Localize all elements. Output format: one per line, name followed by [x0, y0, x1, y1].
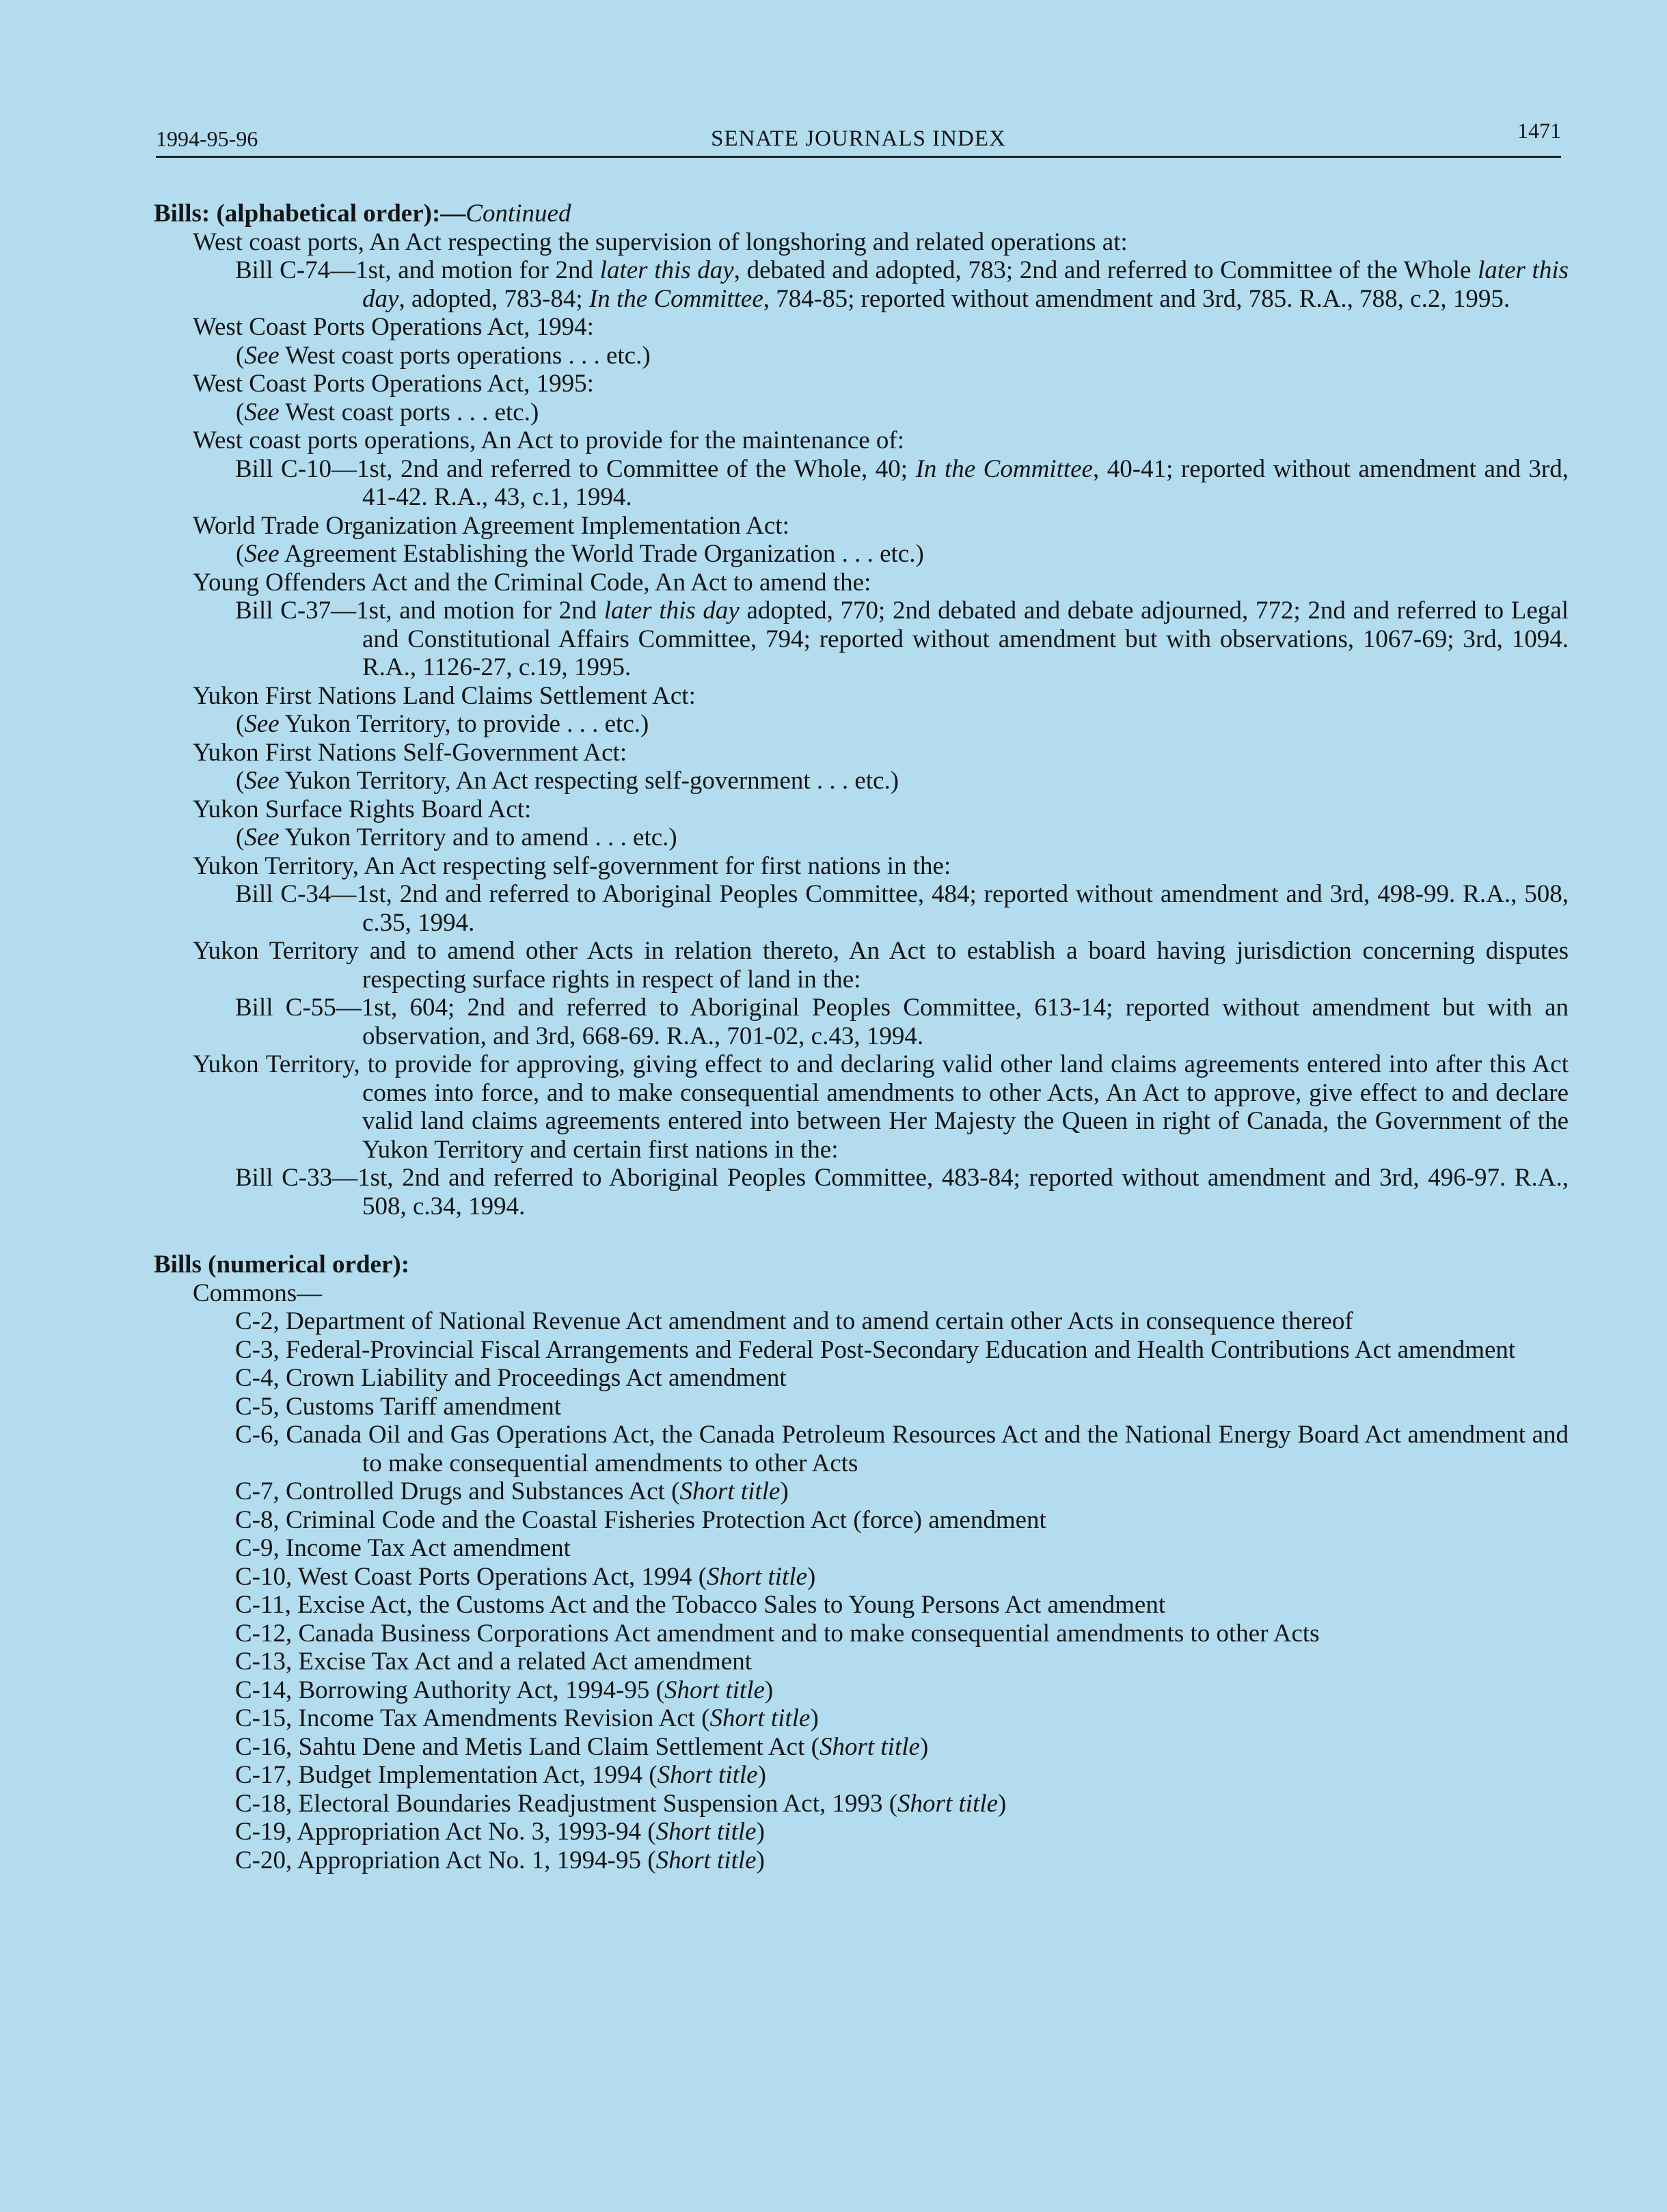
bill-entry: Bill C-34—1st, 2nd and referred to Aboriginal Peoples Committee, 484; reported without amendment and 3rd, 498-99. R.A., 508, c.35, 1994.: [235, 880, 1569, 937]
numerical-bill-item: C-17, Budget Implementation Act, 1994 (Short title): [235, 1761, 766, 1789]
section-spacer: [154, 1220, 1569, 1251]
index-content: [154, 200, 1569, 1874]
entry-title: Yukon Surface Rights Board Act:: [193, 795, 532, 823]
entry-title: Young Offenders Act and the Criminal Code, An Act to amend the:: [193, 568, 871, 597]
numerical-bill-item: C-13, Excise Tax Act and a related Act amendment: [235, 1648, 753, 1676]
numerical-bill-item: C-5, Customs Tariff amendment: [235, 1392, 561, 1421]
entry-title: West coast ports, An Act respecting the supervision of longshoring and related operations at:: [193, 228, 1128, 256]
numerical-bill-item: C-9, Income Tax Act amendment: [235, 1534, 571, 1562]
page-number: 1471: [1517, 118, 1561, 143]
see-reference: (See Yukon Territory and to amend . . . etc.): [236, 823, 677, 851]
see-reference: (See West coast ports . . . etc.): [236, 398, 539, 426]
numerical-bill-item: C-4, Crown Liability and Proceedings Act amendment: [235, 1364, 787, 1392]
bill-entry: Bill C-55—1st, 604; 2nd and referred to Aboriginal Peoples Committee, 613-14; reported without amendment but with an observation, and 3rd, 668-69. R.A., 701-02, c.43, 1994.: [235, 994, 1569, 1050]
numerical-bill-item: C-18, Electoral Boundaries Readjustment Suspension Act, 1993 (Short title): [235, 1789, 1007, 1818]
entry-title: West coast ports operations, An Act to provide for the maintenance of:: [193, 426, 904, 454]
entry-title: Yukon First Nations Self-Government Act:: [193, 738, 627, 767]
page-title: SENATE JOURNALS INDEX: [711, 126, 1006, 151]
numerical-bill-item: C-14, Borrowing Authority Act, 1994-95 (Short title): [235, 1676, 774, 1704]
entry-title: Yukon Territory and to amend other Acts in relation thereto, An Act to establish a board having jurisdiction concerning disputes respecting surface rights in respect of land in the:: [193, 937, 1569, 994]
numerical-bill-item: C-2, Department of National Revenue Act amendment and to amend certain other Acts in consequence thereof: [235, 1307, 1353, 1335]
numerical-bill-item: C-3, Federal-Provincial Fiscal Arrangements and Federal Post-Secondary Education and Health Contributions Act amendment: [235, 1335, 1516, 1364]
numerical-bill-item: C-15, Income Tax Amendments Revision Act (Short title): [235, 1704, 819, 1732]
session-label: 1994-95-96: [156, 126, 258, 151]
numerical-bill-item: C-12, Canada Business Corporations Act amendment and to make consequential amendments to other Acts: [235, 1619, 1320, 1648]
numerical-bill-list: [154, 1307, 1569, 1874]
page-header: [156, 118, 1561, 158]
section-heading-numerical: Bills (numerical order):: [154, 1251, 410, 1279]
subheading-commons: Commons—: [193, 1279, 323, 1307]
see-reference: (See Yukon Territory, An Act respecting self-government . . . etc.): [236, 767, 899, 795]
entry-title: West Coast Ports Operations Act, 1995:: [193, 370, 594, 398]
section-heading-alphabetical: Bills: (alphabetical order):—Continued: [154, 200, 571, 228]
bill-entry: Bill C-37—1st, and motion for 2nd later this day adopted, 770; 2nd debated and debate adjourned, 772; 2nd and referred to Legal and Constitutional Affairs Committee, 794; reported without amendment but with observations, 1067-69; 3rd, 1094. R.A., 1126-27, c.19, 1995.: [235, 597, 1569, 681]
see-reference: (See West coast ports operations . . . etc.): [236, 341, 651, 370]
numerical-bill-item: C-6, Canada Oil and Gas Operations Act, the Canada Petroleum Resources Act and the National Energy Board Act amendment and to make consequential amendments to other Acts: [235, 1421, 1569, 1477]
bill-entry: Bill C-74—1st, and motion for 2nd later this day, debated and adopted, 783; 2nd and referred to Committee of the Whole later this day, adopted, 783-84; In the Committee, 784-85; reported without amendment and 3rd, 785. R.A., 788, c.2, 1995.: [235, 256, 1569, 313]
entry-title: Yukon Territory, to provide for approving, giving effect to and declaring valid other land claims agreements entered into after this Act comes into force, and to make consequential amendments to other Acts, An Act to approve, give effect to and declare valid land claims agreements entered into between Her Majesty the Queen in right of Canada, the Government of the Yukon Territory and certain first nations in the:: [193, 1050, 1569, 1164]
see-reference: (See Agreement Establishing the World Trade Organization . . . etc.): [236, 540, 924, 568]
numerical-bill-item: C-7, Controlled Drugs and Substances Act (Short title): [235, 1477, 789, 1505]
see-reference: (See Yukon Territory, to provide . . . etc.): [236, 710, 649, 738]
numerical-bill-item: C-11, Excise Act, the Customs Act and the Tobacco Sales to Young Persons Act amendment: [235, 1591, 1166, 1619]
entry-title: Yukon Territory, An Act respecting self-government for first nations in the:: [193, 851, 951, 880]
entry-title: World Trade Organization Agreement Implementation Act:: [193, 511, 789, 540]
numerical-bill-item: C-19, Appropriation Act No. 3, 1993-94 (Short title): [235, 1818, 765, 1846]
numerical-bill-item: C-16, Sahtu Dene and Metis Land Claim Settlement Act (Short title): [235, 1732, 929, 1761]
bill-entry: Bill C-10—1st, 2nd and referred to Committee of the Whole, 40; In the Committee, 40-41; reported without amendment and 3rd, 41-42. R.A., 43, c.1, 1994.: [235, 454, 1569, 511]
numerical-bill-item: C-20, Appropriation Act No. 1, 1994-95 (Short title): [235, 1846, 765, 1874]
numerical-bill-item: C-8, Criminal Code and the Coastal Fisheries Protection Act (force) amendment: [235, 1505, 1046, 1534]
numerical-bill-item: C-10, West Coast Ports Operations Act, 1994 (Short title): [235, 1562, 816, 1591]
entry-title: West Coast Ports Operations Act, 1994:: [193, 313, 594, 341]
bill-entry: Bill C-33—1st, 2nd and referred to Aboriginal Peoples Committee, 483-84; reported without amendment and 3rd, 496-97. R.A., 508, c.34, 1994.: [235, 1164, 1569, 1220]
entry-title: Yukon First Nations Land Claims Settlement Act:: [193, 681, 696, 710]
